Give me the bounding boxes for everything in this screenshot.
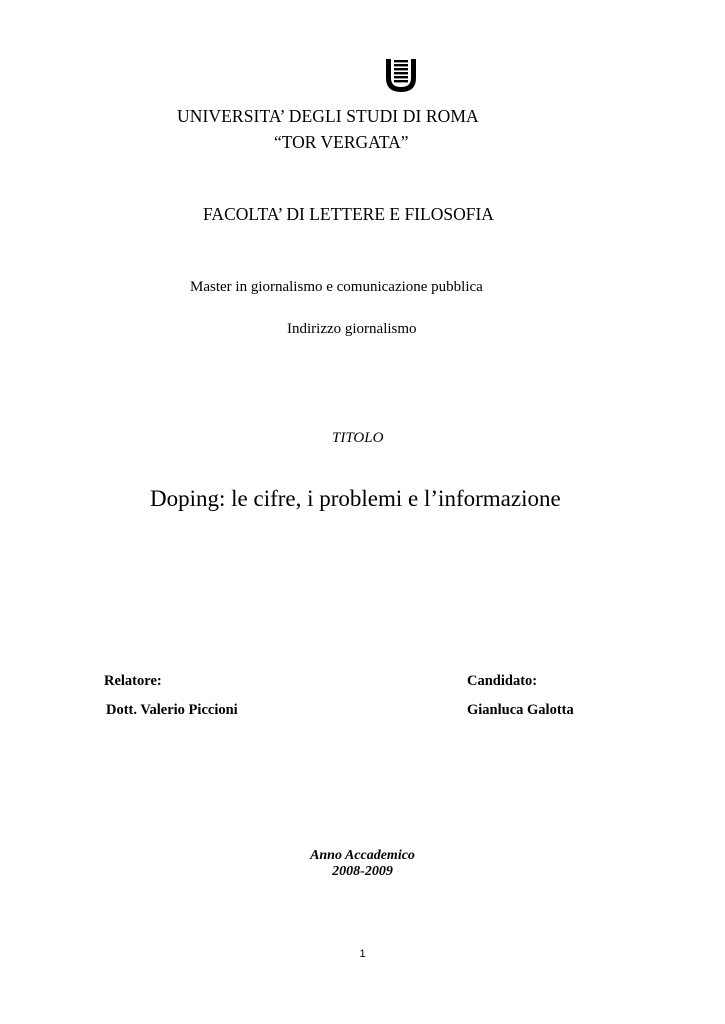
academic-year-label: Anno Accademico [310, 848, 415, 863]
title-label: TITOLO [332, 430, 384, 446]
page-number: 1 [359, 948, 366, 960]
candidate-name: Gianluca Galotta [467, 702, 574, 718]
program-address: Indirizzo giornalismo [287, 321, 417, 337]
university-seal-icon [384, 58, 418, 94]
supervisor-label: Relatore: [104, 673, 162, 689]
candidate-label: Candidato: [467, 673, 538, 689]
supervisor-name: Dott. Valerio Piccioni [106, 702, 238, 718]
university-subtitle: “TOR VERGATA” [274, 132, 409, 152]
academic-year-value: 2008-2009 [332, 864, 393, 879]
university-name: UNIVERSITA’ DEGLI STUDI DI ROMA [177, 106, 479, 126]
thesis-title: Doping: le cifre, i problemi e l’informazione [150, 486, 561, 511]
master-program: Master in giornalismo e comunicazione pubblica [190, 279, 483, 295]
faculty-name: FACOLTA’ DI LETTERE E FILOSOFIA [203, 204, 494, 224]
